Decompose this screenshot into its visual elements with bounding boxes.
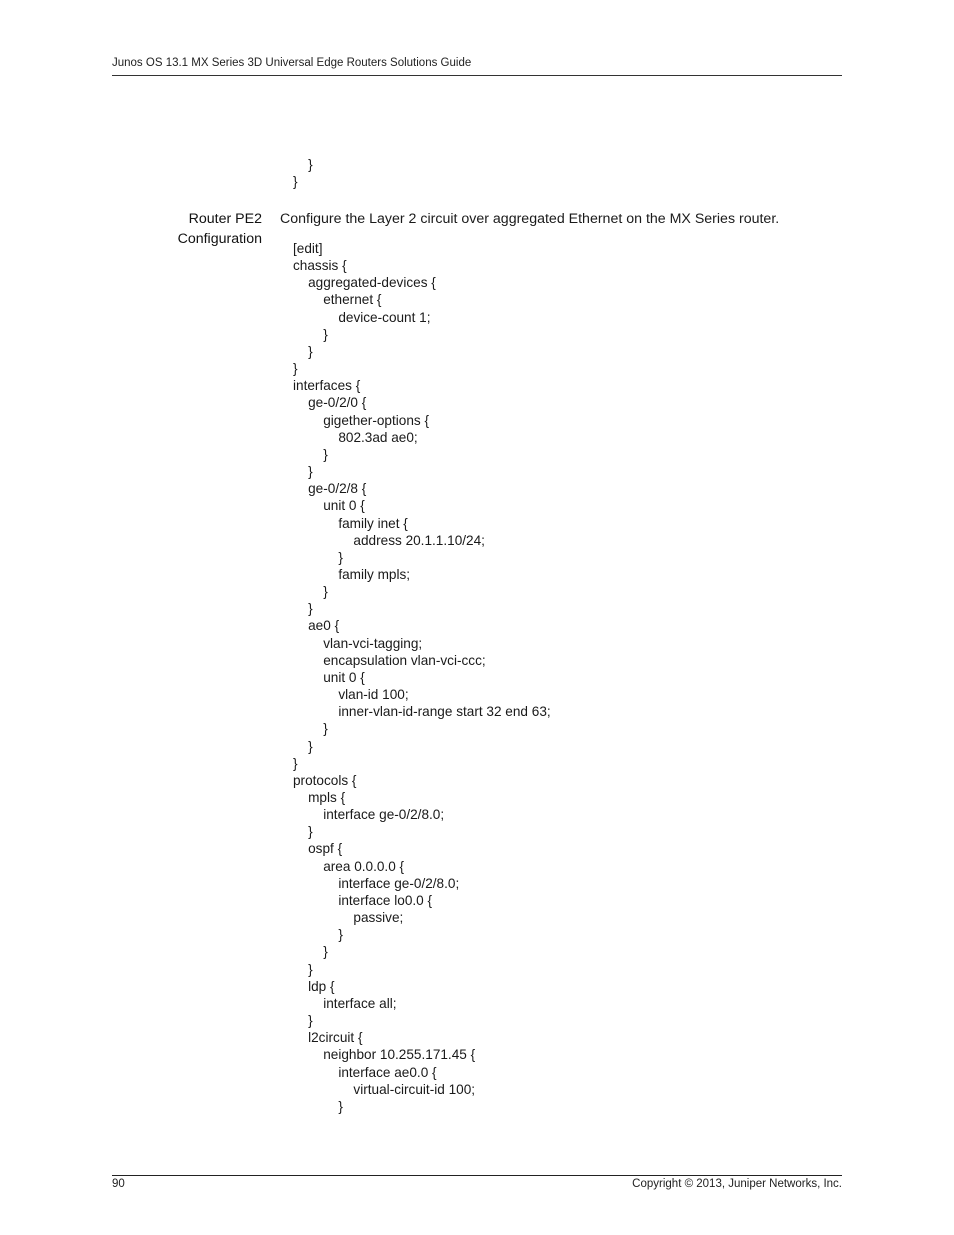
section-heading-line2: Configuration bbox=[177, 231, 262, 247]
section-intro-text: Configure the Layer 2 circuit over aggregated Ethernet on the MX Series router. bbox=[280, 211, 780, 227]
section-heading-line1: Router PE2 bbox=[188, 211, 262, 227]
copyright-notice: Copyright © 2013, Juniper Networks, Inc. bbox=[632, 1178, 842, 1190]
footer-divider bbox=[112, 1175, 842, 1176]
configuration-code-block: [edit] chassis { aggregated-devices { ethernet { device-count 1; } } } interfaces { ge-0/2/0 { gigether-options { 802.3ad ae0; } } ge-0/2/8 { unit 0 { family inet { address 20.1.1.10/24; } family mpls; } } ae0 { vlan-vci-tagging; encapsulation vlan-vci-ccc; unit 0 { vlan-id 100; inner-vlan-id-range start 32 end 63; } } } protocols { mpls { interface ge-0/2/8.0; } ospf { area 0.0.0.0 { interface ge-0/2/8.0; interface lo0.0 { passive; } } } ldp { interface all; } l2circuit { neighbor 10.255.171.45 { interface ae0.0 { virtual-circuit-id 100; } bbox=[293, 241, 551, 1114]
page-number: 90 bbox=[112, 1178, 125, 1190]
header-divider bbox=[112, 75, 842, 76]
code-block-continued: } } bbox=[293, 157, 313, 190]
running-header: Junos OS 13.1 MX Series 3D Universal Edge Routers Solutions Guide bbox=[112, 57, 472, 69]
section-heading bbox=[112, 209, 262, 249]
